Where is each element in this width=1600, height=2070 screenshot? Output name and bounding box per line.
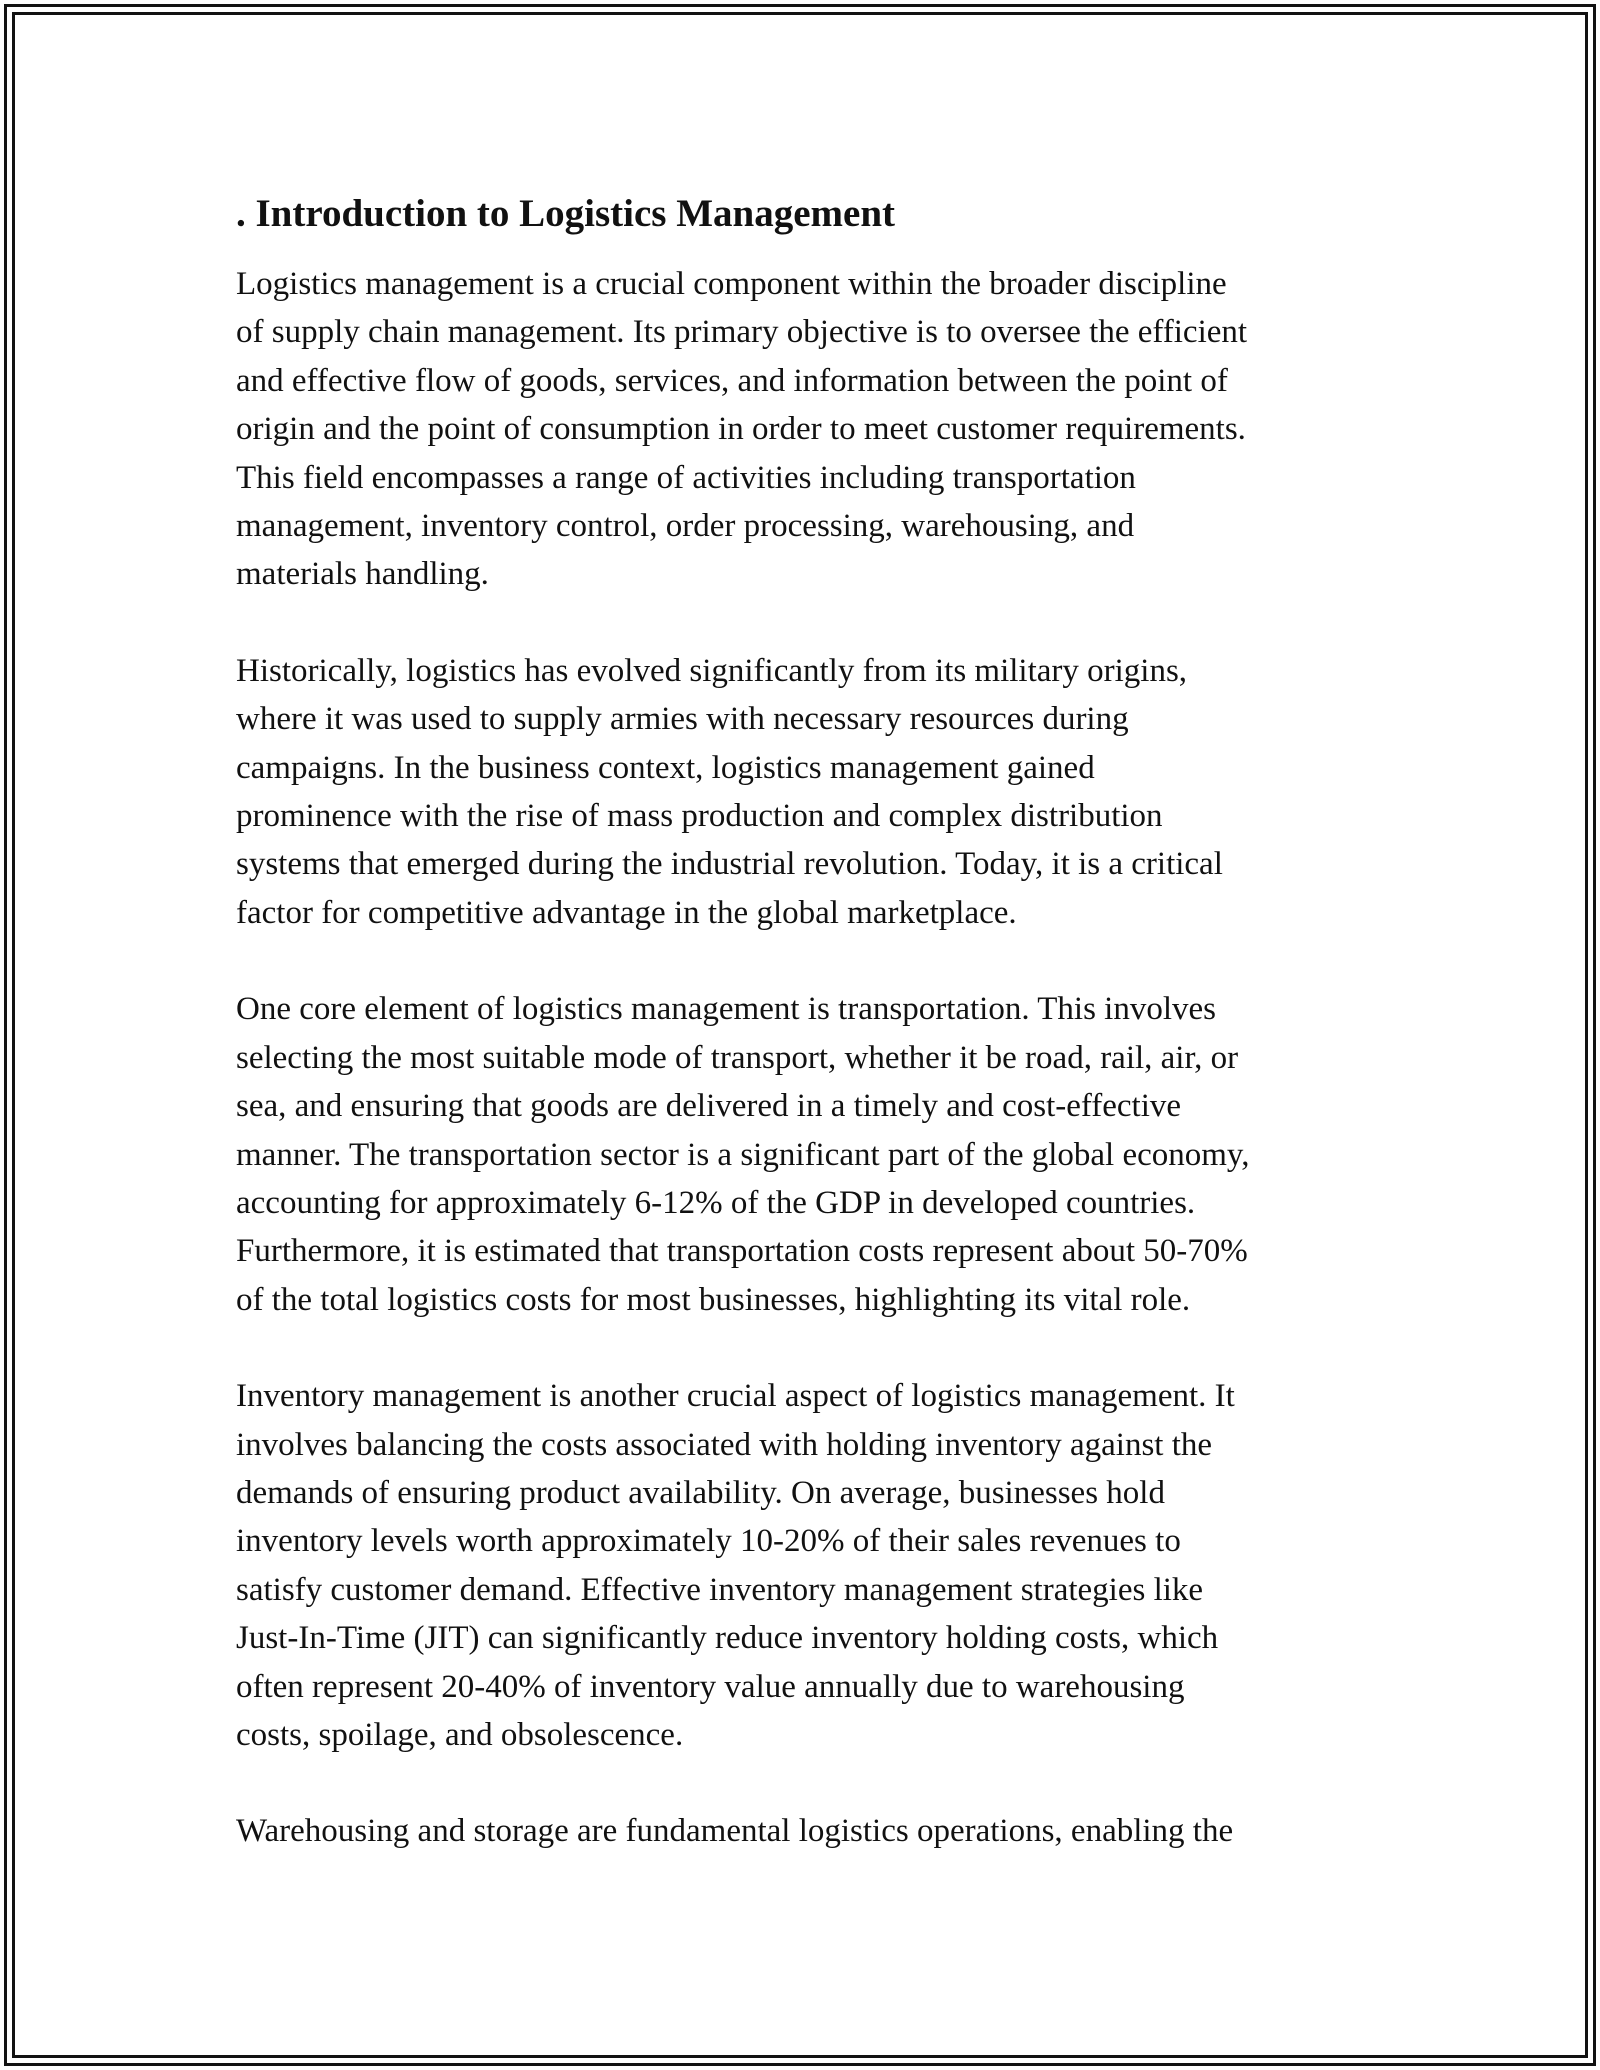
paragraph-intro: Logistics management is a crucial component within the broader discipline of supply chain management. Its primary objective is to oversee the efficient and effective flow of goods, services, and information between the point of origin and the point of consumption in order to meet customer requirements. This field encompasses a range of activities including transportation management, inventory control, order processing, warehousing, and materials handling. [236,266,1248,593]
paragraph-transportation: One core element of logistics management is transportation. This involves selecting the most suitable mode of transport, whether it be road, rail, air, or sea, and ensuring that goods are delivered in a timely and cost-effective manner. The transportation sector is a significant part of the global economy, accounting for approximately 6-12% of the GDP in developed countries. Furthermore, it is estimated that transportation costs represent about 50-70% of the total logistics costs for most businesses, highlighting its vital role. [236,991,1250,1318]
paragraph-warehousing: Warehousing and storage are fundamental logistics operations, enabling the [236,1813,1234,1850]
paragraph-inventory: Inventory management is another crucial aspect of logistics management. It involves balancing the costs associated with holding inventory against the demands of ensuring product availability. On average, businesses hold inventory levels worth approximately 10-20% of their sales revenues to satisfy customer demand. Effective inventory management strategies like Just-In-Time (JIT) can significantly reduce inventory holding costs, which often represent 20-40% of inventory value annually due to warehousing costs, spoilage, and obsolescence. [236,1378,1235,1753]
document-body [236,188,1376,1856]
section-heading: . Introduction to Logistics Management [236,192,896,235]
paragraph-history: Historically, logistics has evolved significantly from its military origins, where it was used to supply armies with necessary resources during campaigns. In the business context, logistics management gained prominence with the rise of mass production and complex distribution systems that emerged during the industrial revolution. Today, it is a critical factor for competitive advantage in the global marketplace. [236,652,1223,931]
